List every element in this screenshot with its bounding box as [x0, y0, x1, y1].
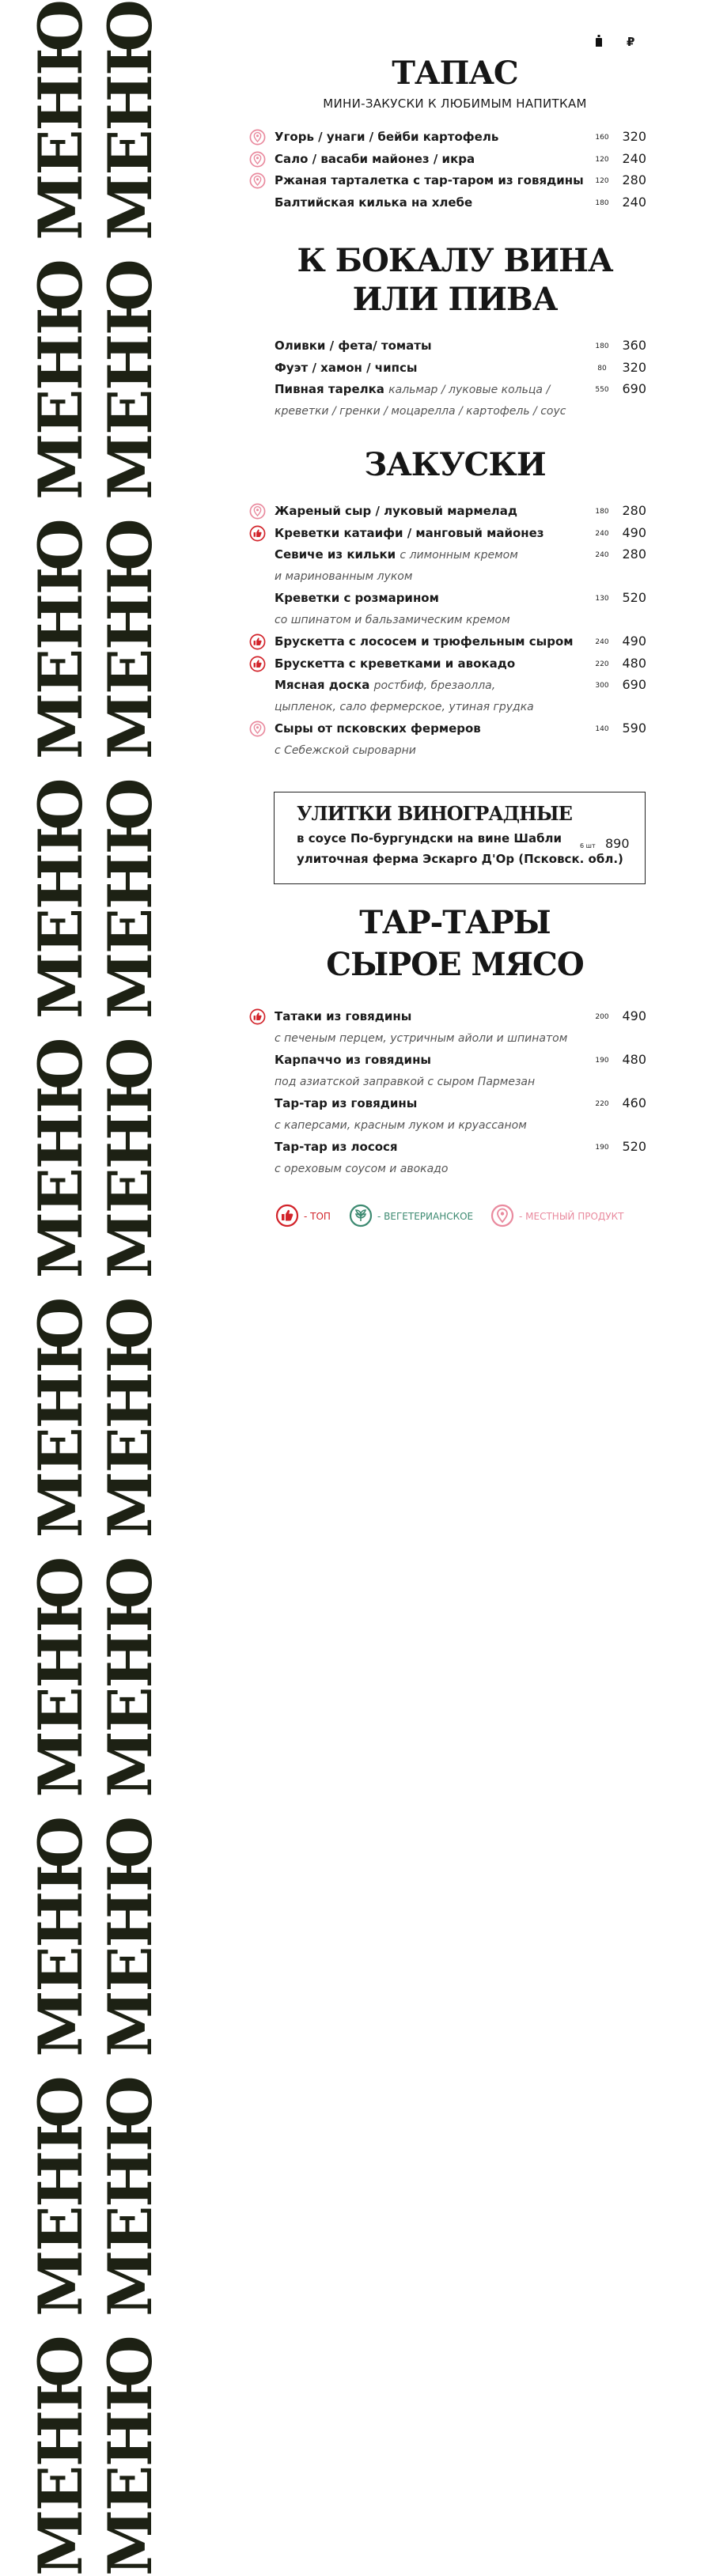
snails-weight: 6 шт	[580, 842, 596, 849]
location-pin-icon	[249, 151, 266, 168]
thumbs-up-icon	[249, 525, 266, 542]
legend-local-label: - МЕСТНЫЙ ПРОДУКТ	[519, 1211, 624, 1222]
menu-item-name: Фуэт / хамон / чипсы	[275, 360, 418, 375]
menu-item-desc-line: со шпинатом и бальзамическим кремом	[275, 613, 510, 626]
menu-item-name: Брускетта с креветками и авокадо	[275, 656, 516, 671]
menu-item-weight: 120	[595, 155, 609, 164]
menu-item-weight: 140	[595, 725, 609, 733]
menu-item-weight: 80	[597, 364, 607, 373]
menu-item-name: Севиче из кильки с лимонным кремом	[275, 547, 518, 562]
legend-top-label: - ТОП	[304, 1211, 331, 1222]
menu-item-weight: 160	[595, 134, 609, 142]
snails-title: УЛИТКИ ВИНОГРАДНЫЕ	[297, 802, 572, 825]
menu-item-price: 320	[622, 129, 646, 144]
menu-item-name: Угорь / унаги / бейби картофель	[275, 130, 499, 144]
menu-item-price: 520	[622, 1139, 646, 1154]
legend-local	[490, 1204, 649, 1229]
menu-item-price: 490	[622, 524, 646, 540]
thumbs-up-icon	[249, 656, 266, 672]
menu-item-weight: 180	[595, 199, 609, 207]
menu-item	[275, 589, 646, 611]
section-title-wine-2: ИЛИ ПИВА	[352, 281, 558, 318]
menu-item	[275, 655, 646, 676]
menu-item	[275, 1095, 646, 1116]
menu-item-name: Жареный сыр / луковый мармелад	[275, 504, 517, 518]
menu-item-weight: 180	[595, 342, 609, 350]
menu-item-name: Балтийская килька на хлебе	[275, 195, 473, 210]
side-banner-column-2	[95, 0, 166, 2576]
menu-item-weight: 190	[595, 1057, 609, 1065]
menu-item-weight: 300	[595, 682, 609, 690]
location-pin-icon	[490, 1204, 514, 1227]
menu-item-price: 280	[622, 547, 646, 562]
menu-item	[275, 337, 646, 358]
side-banner-text: МЕНЮ МЕНЮ МЕНЮ МЕНЮ МЕНЮ МЕНЮ МЕНЮ МЕНЮ МЕНЮ МЕНЮ	[25, 0, 96, 2576]
location-pin-icon	[249, 172, 266, 189]
location-pin-icon	[249, 129, 266, 146]
menu-item-price: 590	[622, 721, 646, 736]
menu-item-weight: 240	[595, 529, 609, 538]
menu-item	[275, 633, 646, 654]
menu-item-weight: 220	[595, 660, 609, 668]
menu-item	[275, 380, 646, 402]
menu-item-price: 240	[622, 150, 646, 166]
menu-item-weight: 190	[595, 1144, 609, 1152]
menu-item-name: Сало / васаби майонез / икра	[275, 151, 475, 166]
legend-veg	[349, 1204, 483, 1229]
menu-item-desc: ростбиф, брезаолла,	[373, 679, 496, 692]
location-pin-icon	[249, 503, 266, 520]
thumbs-up-icon	[275, 1204, 299, 1227]
menu-item-weight: 130	[595, 595, 609, 603]
snails-price: 890	[605, 836, 630, 851]
menu-item	[275, 172, 646, 193]
menu-item	[275, 128, 646, 149]
leaf-icon	[349, 1204, 373, 1227]
menu-item-desc-line: креветки / гренки / моцарелла / картофель / соус	[275, 404, 566, 418]
menu-item	[275, 676, 646, 698]
menu-item-name: Тар-тар из лосося	[275, 1140, 398, 1154]
menu-item-weight: 550	[595, 386, 609, 394]
menu-item	[275, 194, 646, 215]
thumbs-up-icon	[249, 1008, 266, 1025]
section-title-tapas: ТАПАС	[392, 55, 518, 92]
menu-item-price: 280	[622, 503, 646, 518]
menu-item-name: Ржаная тарталетка с тар-таром из говядины	[275, 173, 584, 187]
menu-item-desc-line: с Себежской сыроварни	[275, 743, 416, 757]
menu-item-name: Пивная тарелка кальмар / луковые кольца /	[275, 382, 551, 396]
menu-item-name: Тар-тар из говядины	[275, 1096, 418, 1110]
section-subtitle-tapas: МИНИ-ЗАКУСКИ К ЛЮБИМЫМ НАПИТКАМ	[323, 96, 587, 111]
menu-item	[275, 359, 646, 380]
menu-item	[275, 1138, 646, 1159]
menu-item-price: 490	[622, 634, 646, 649]
menu-item-price: 520	[622, 590, 646, 605]
thumbs-up-icon	[249, 634, 266, 650]
section-title-wine-1: К БОКАЛУ ВИНА	[297, 242, 613, 279]
menu-item-desc-line: и маринованным луком	[275, 569, 413, 583]
menu-item-weight: 220	[595, 1100, 609, 1108]
menu-item-price: 490	[622, 1008, 646, 1023]
menu-item-weight: 200	[595, 1013, 609, 1021]
menu-item-name: Оливки / фета/ томаты	[275, 339, 432, 353]
menu-item-name: Креветки с розмарином	[275, 591, 439, 605]
legend-veg-label: - ВЕГЕТЕРИАНСКОЕ	[377, 1211, 474, 1222]
menu-item-weight: 180	[595, 508, 609, 516]
side-banner-text: МЕНЮ МЕНЮ МЕНЮ МЕНЮ МЕНЮ МЕНЮ МЕНЮ МЕНЮ МЕНЮ МЕНЮ	[95, 0, 165, 2576]
menu-item-name: Мясная доска ростбиф, брезаолла,	[275, 678, 496, 692]
menu-item-price: 460	[622, 1095, 646, 1110]
side-banner-column-1	[25, 0, 97, 2576]
menu-item	[275, 1051, 646, 1072]
menu-item-price: 480	[622, 655, 646, 671]
menu-item-desc-line: под азиатской заправкой с сыром Пармезан	[275, 1075, 536, 1088]
section-title-tartar-2: СЫРОЕ МЯСО	[326, 946, 584, 983]
menu-item	[275, 1008, 646, 1029]
snails-line-2: улиточная ферма Эскарго Д'Ор (Псковск. обл.)	[297, 852, 623, 866]
menu-item-desc-line: с каперсами, красным луком и круассаном	[275, 1118, 527, 1132]
snails-box	[274, 792, 646, 884]
menu-item-name: Карпаччо из говядины	[275, 1053, 431, 1067]
menu-item-weight: 240	[595, 551, 609, 559]
menu-item-price: 320	[622, 359, 646, 375]
section-title-tartar-1: ТАР-ТАРЫ	[359, 904, 551, 941]
menu-item-desc-line: с печеным перцем, устричным айоли и шпинатом	[275, 1031, 568, 1045]
menu-item	[275, 546, 646, 567]
menu-item-price: 280	[622, 172, 646, 187]
menu-item-price: 690	[622, 677, 646, 692]
location-pin-icon	[249, 721, 266, 737]
menu-item	[275, 524, 646, 546]
menu-item-price: 690	[622, 381, 646, 396]
legend-top	[275, 1204, 339, 1229]
menu-item-desc: кальмар / луковые кольца /	[388, 384, 551, 396]
menu-item	[275, 502, 646, 524]
menu-item-price: 240	[622, 194, 646, 210]
menu-item-weight: 120	[595, 177, 609, 185]
menu-item-desc-line: цыпленок, сало фермерское, утиная грудка	[275, 700, 534, 713]
menu-item-price: 360	[622, 338, 646, 353]
menu-item-weight: 240	[595, 638, 609, 646]
menu-item-name: Сыры от псковских фермеров	[275, 721, 481, 736]
menu-item-desc-line: с ореховым соусом и авокадо	[275, 1162, 449, 1175]
menu-item-name: Татаки из говядины	[275, 1009, 412, 1023]
menu-item	[275, 720, 646, 741]
menu-item	[275, 150, 646, 172]
menu-item-price: 480	[622, 1052, 646, 1067]
menu-item-name: Брускетта с лососем и трюфельным сыром	[275, 634, 574, 649]
section-title-snacks: ЗАКУСКИ	[364, 446, 546, 483]
currency-label: ₽	[627, 35, 635, 49]
menu-item-desc: с лимонным кремом	[400, 549, 518, 562]
snails-line-1: в соусе По-бургундски на вине Шабли	[297, 831, 562, 845]
menu-item-name: Креветки катаифи / манговый майонез	[275, 525, 544, 540]
